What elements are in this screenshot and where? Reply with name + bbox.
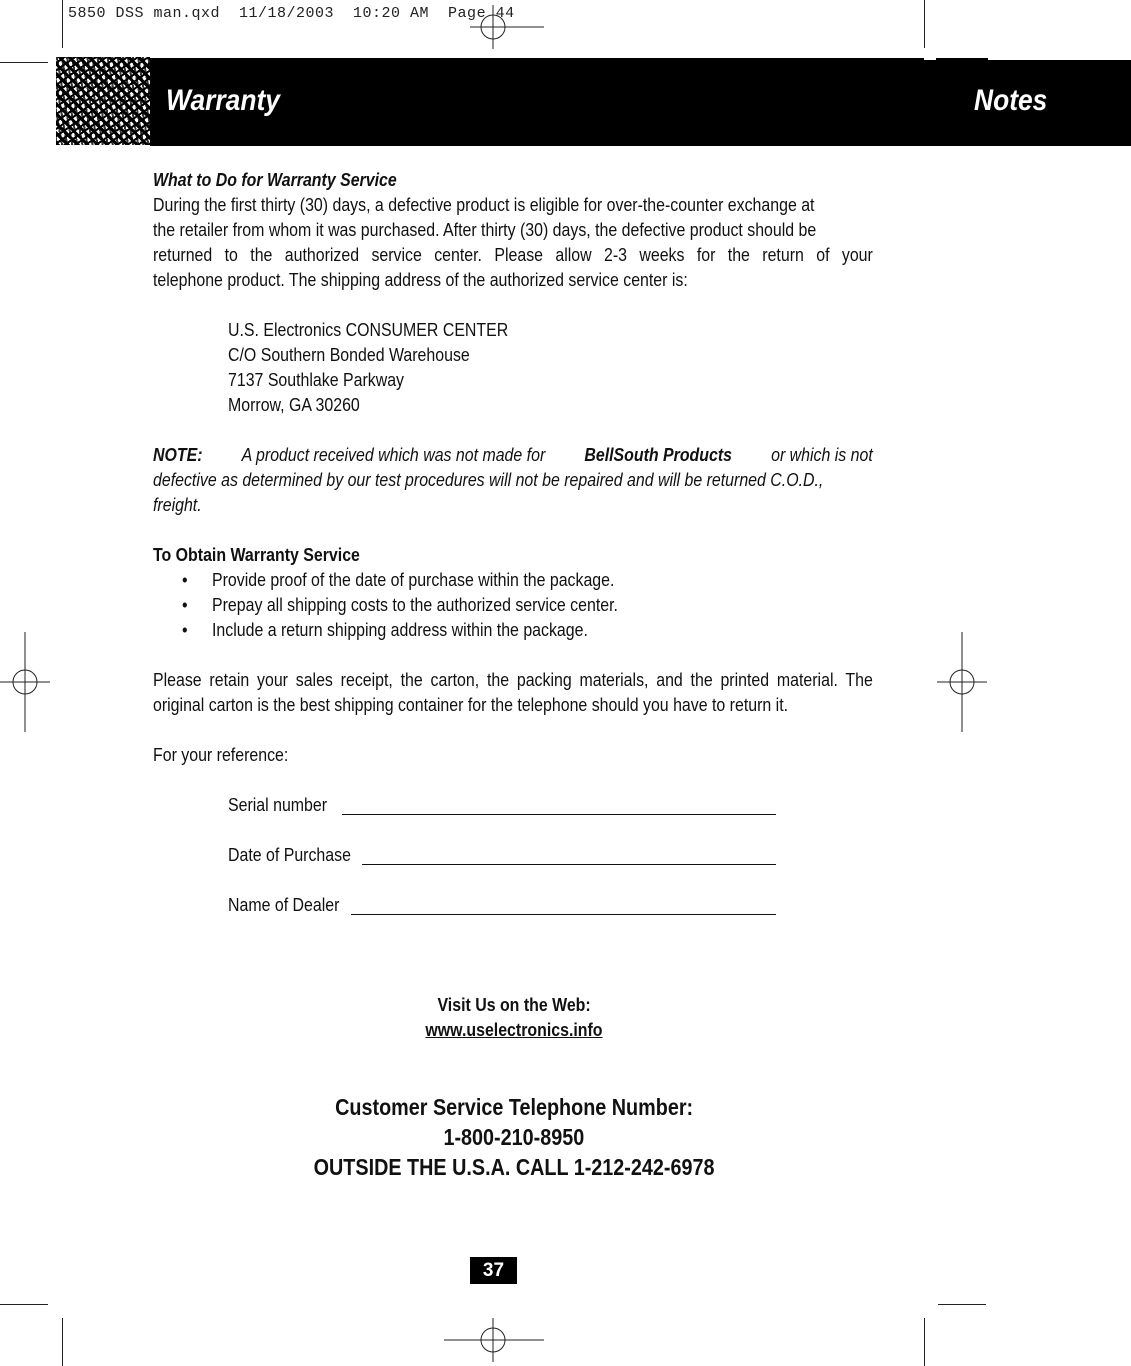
note-line-3: freight.	[153, 494, 202, 515]
crop-mark	[924, 0, 925, 48]
registration-mark-bottom	[444, 1318, 544, 1362]
retain-line: original carton is the best shipping container for the telephone should you have to return it.	[153, 694, 789, 715]
support-outside-number: OUTSIDE THE U.S.A. CALL 1-212-242-6978	[313, 1154, 715, 1180]
crop-mark	[0, 1304, 48, 1305]
address-line: U.S. Electronics CONSUMER CENTER	[228, 319, 509, 340]
website-link[interactable]: www.uselectronics.info	[425, 1019, 603, 1040]
registration-mark-right	[937, 632, 987, 732]
page-number: 37	[470, 1257, 517, 1284]
brand-name: BellSouth Products	[584, 444, 732, 465]
crop-mark	[0, 62, 48, 63]
bullet-glyph: •	[182, 619, 188, 640]
serial-number-label: Serial number	[228, 794, 328, 815]
reference-intro: For your reference:	[153, 744, 289, 765]
page-title: Warranty	[166, 84, 280, 117]
bullet-item: Prepay all shipping costs to the authorized service center.	[212, 594, 618, 615]
crop-mark	[924, 1318, 925, 1366]
address-line: C/O Southern Bonded Warehouse	[228, 344, 470, 365]
warranty-service-heading: What to Do for Warranty Service	[153, 169, 397, 190]
warranty-service-line: During the first thirty (30) days, a defective product is eligible for over-the-counter exchange at	[153, 194, 815, 215]
serial-number-field[interactable]	[342, 814, 776, 815]
support-phone: 1-800-210-8950	[443, 1124, 585, 1150]
crop-mark	[938, 1304, 986, 1305]
warranty-service-line: returned to the authorized service center. Please allow 2-3 weeks for the return of your	[153, 244, 873, 265]
bullet-glyph: •	[182, 569, 188, 590]
address-line: Morrow, GA 30260	[228, 394, 360, 415]
name-of-dealer-field[interactable]	[351, 914, 776, 915]
warranty-service-line: the retailer from whom it was purchased. After thirty (30) days, the defective product should be	[153, 219, 817, 240]
date-of-purchase-field[interactable]	[362, 864, 776, 865]
bullet-glyph: •	[182, 594, 188, 615]
note-text: A product received which was not made for	[241, 444, 546, 465]
web-link-wrap	[0, 1017, 1028, 1042]
obtain-service-heading: To Obtain Warranty Service	[153, 544, 360, 565]
crop-mark	[62, 0, 63, 48]
web-heading: Visit Us on the Web:	[437, 994, 591, 1015]
registration-mark-top	[470, 5, 544, 49]
printer-slug: 5850 DSS man.qxd 11/18/2003 10:20 AM Page 44	[68, 5, 515, 22]
note-text: or which is not	[771, 444, 873, 465]
notes-label: Notes	[974, 84, 1048, 117]
header-pattern-decoration	[56, 57, 150, 145]
warranty-service-line: telephone product. The shipping address of the authorized service center is:	[153, 269, 688, 290]
note-line-1	[153, 442, 873, 467]
bullet-item: Include a return shipping address within the package.	[212, 619, 588, 640]
crop-mark	[62, 1318, 63, 1366]
note-line-2: defective as determined by our test procedures will not be repaired and will be returned C.O.D.,	[153, 469, 824, 490]
support-heading-wrap	[0, 1092, 1028, 1122]
registration-mark-left	[0, 632, 50, 732]
name-of-dealer-label: Name of Dealer	[228, 894, 340, 915]
support-phone-wrap	[0, 1122, 1028, 1152]
support-outside-wrap	[0, 1152, 1028, 1182]
retain-line: Please retain your sales receipt, the carton, the packing materials, and the printed material. The	[153, 669, 873, 690]
web-heading-wrap	[0, 992, 1028, 1017]
date-of-purchase-label: Date of Purchase	[228, 844, 351, 865]
support-heading: Customer Service Telephone Number:	[335, 1094, 693, 1120]
address-line: 7137 Southlake Parkway	[228, 369, 405, 390]
note-label: NOTE:	[153, 444, 203, 465]
bullet-item: Provide proof of the date of purchase within the package.	[212, 569, 615, 590]
